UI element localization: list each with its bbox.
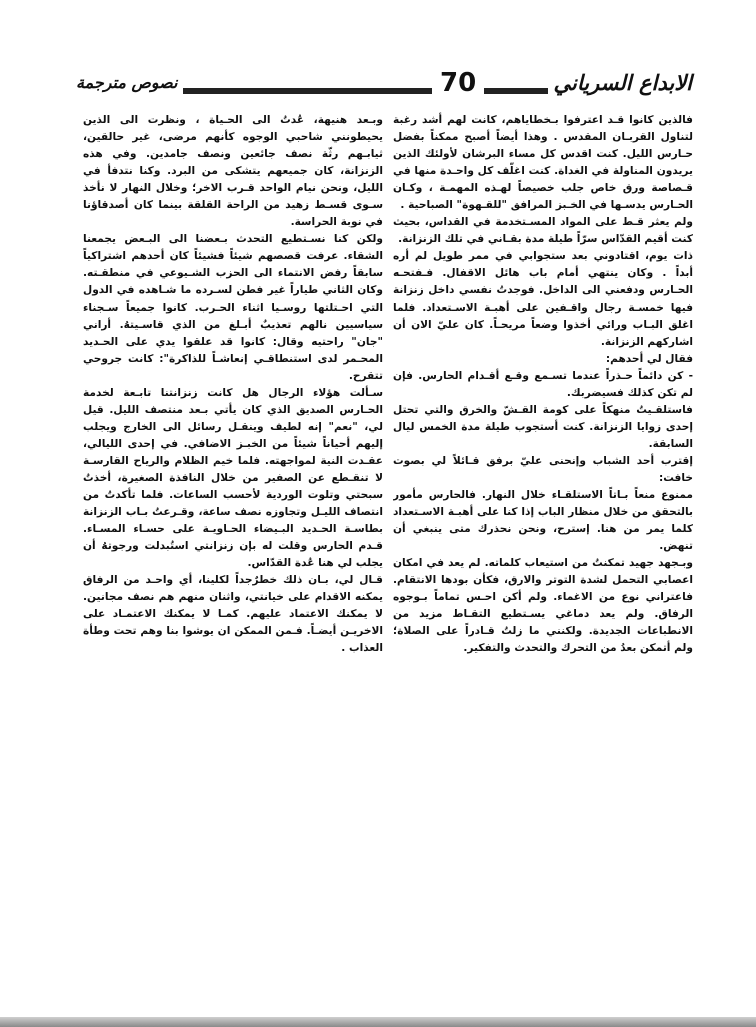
paragraph: وبـعد هنيهة، عُدتُ الى الحـياة ، ونظرت الى الذين يحيطونني شاحبي الوجوه كأنهم مرضى، غير حالقين، ثيابـهم رثّة نصف جائعين ونصف جامدين. وفي هذه الزنزانة، كان جميعهم يتشكى من البرد. وكنا نتدفأ في الليل، ونحن نيام الواحد قـرب الاخر؛ وخلال النهار لا نأخذ سـوى قسـط زهيد من الراحة القلقة بينما كان أصدقاؤنا في نوبة الحراسة. <box>83 114 383 229</box>
paragraph: وبـجهد جهيد تمكنتُ من استيعاب كلماته. لم يعد في امكان اعصابي التحمل لشدة التوتر والارق، فكأن بودها الانتقام. فاعتراني نوع من الاغماء. ولم أكن احـس تماماً بـوجوه الرفاق. ولم يعد دماغي يسـتطيع التقـاط مزيد من الانطباعات الجديدة. ولكنني ما زلتُ قـادراً على الصلاة؛ ولم أتمكن بعدُ من التحرك والتحدث والتفكير. <box>393 557 693 655</box>
paragraph: فاستلقـيتُ منهكاً على كومة القـشّ والخرق والتي تحتل إحدى زوايا الزنزانة. كنت أستجوب طيلة مدة الخمس ليال السابقة. <box>393 403 693 450</box>
paragraph: ذات يوم، اقتادوني بعد ستجوابي في ممر طويل لم أره أبداً . وكان ينتهي أمام باب هائل الاقفال. فـفتحـه الحـارس ودفعني الى الداخل. فوجدتُ نفسي داخل زنزانة فيها خمسـة رجال واقـفين على أهبـة الاسـتعداد. فلما اغلق البـاب ورائي أخذوا وضعاً مريحـاً. كان عليّ الان أن اشاركهم الزنزانة. <box>393 250 693 348</box>
paragraph: ممنوع منعاً بـاتاً الاستلقـاء خلال النهار. فالحارس مأمور بالتحقق من خلال منظار الباب إذا كنا على أهبـة الاسـتعداد كلما يمر من هنا. إسترح، ونحن نحذرك متى ينبغي أن تنهض. <box>393 489 693 553</box>
paragraph: - كن دائماً حـذراً عندما تسـمع وقـع أقـدام الحارس. فإن لم تكن كذلك فسيضربك. <box>393 369 693 399</box>
page-bottom-edge <box>0 1017 756 1027</box>
left-column <box>83 112 383 892</box>
page-number: 70 <box>432 66 484 100</box>
paragraph: ولم يعثر قـط على المواد المسـتخدمة في القداس، بحيث كنت أقيم القدّاس سرّاً طيلة مدة بقـاني في تلك الزنزانة. <box>393 216 693 246</box>
page-header <box>70 66 698 100</box>
paragraph: فالذين كانوا قـد اعترفوا بـخطاياهم، كانت لهم أشد رغبة لتناول القربـان المقدس . وهذا أيضاً أصبح ممكناً بفضل حـارس الليل. كنت اقدس كل مساء البرشان لأولئك الذين يريدون المناولة في الغداة. كنت اغلّف كل واحـدة منها في قـصاصة ورق خاص جلب خصيصاً لهـذه المهمـة ، وكـان الحـارس يدسـها في الخـبز المرافق "للقـهوة" الصباحية . <box>393 114 693 212</box>
paragraph: سـألت هؤلاء الرجال هل كانت زنزانتنا تابـعة لخدمة الحـارس الصديق الذي كان يأتي بـعد منتصف الليل. قيل لي، "نعم" إنه لطيف وينقـل رسائل الى الخارج ويجلب إليهم أحياناً شيئاً من الخبـز الاضافي. في إحدى الليالي، عقـدت النية لمواجهته. فلما خيم الظلام والرياح القارسـة لا تنقـطع عن الصفير من خلال النافذة الصغيرة، أخذتُ سبحتي وتلوت الوردية لأحسب الساعات. فلما تأكدتُ من انتصاف الليـل وتجاوزه نصف ساعة، وقـرعتُ بـاب الزنزانة بطاسـة الحـديد البـيضاء الحـاويـة على حسـاء المسـاء. قـدم الحارس وقلت له بإن زنزانتي استُبدلت ورجوتهُ أن يجلب لي هنا عُدة القدّاس. <box>83 386 383 570</box>
paragraph: فقال لي أحدهم: <box>605 352 693 365</box>
paragraph: قـال لي، بـان ذلك خطرٌجداً لكلينا، أي واحـد من الرفاق يمكنه الاقدام على خيانتي، واثنان منهم هم نصف مجانين. لا يمكنك الاعتماد عليهم. كمـا لا يمكنك الاعتمـاد على الاخريـن أيضـاً. فـمن الممكن ان يوشوا بنا وهم تحت وطأة العذاب . <box>83 574 383 655</box>
paragraph: إقترب أحد الشباب وإنحنى عليّ برفق قـائلاً لي بصوت خافت: <box>393 454 693 484</box>
section-label: نصوص مترجمة <box>70 66 183 100</box>
magazine-title: الابداع السرياني <box>548 66 699 100</box>
right-column <box>393 112 693 892</box>
paragraph: ولكن كنا نسـتطيع التحدث بـعضنا الى البـعض يجمعنا الشقاء. عرفت قصصهم شيئاً فشيئاً كان أحدهم اشتراكياً سابقاً رفض الانتماء الى الحزب الشـيوعي في منطقـته. وكان الثاني طياراً غير فطن لسـرده ما شـاهده في الدول التي احـتلتها روسـيا اثناء الحـرب. كانوا جميعاً سـجناء سياسيين نالهم تعذيبٌ أبـلغ من الذي قاسـيتهُ. أراني "جان" راحتيه وقال: كانوا قد علقوا يدي على الحـديد المحـمر لدى استنطاقـي إنعاشـاً للذاكرة": كانت جروحي تتقرح. <box>83 233 383 382</box>
